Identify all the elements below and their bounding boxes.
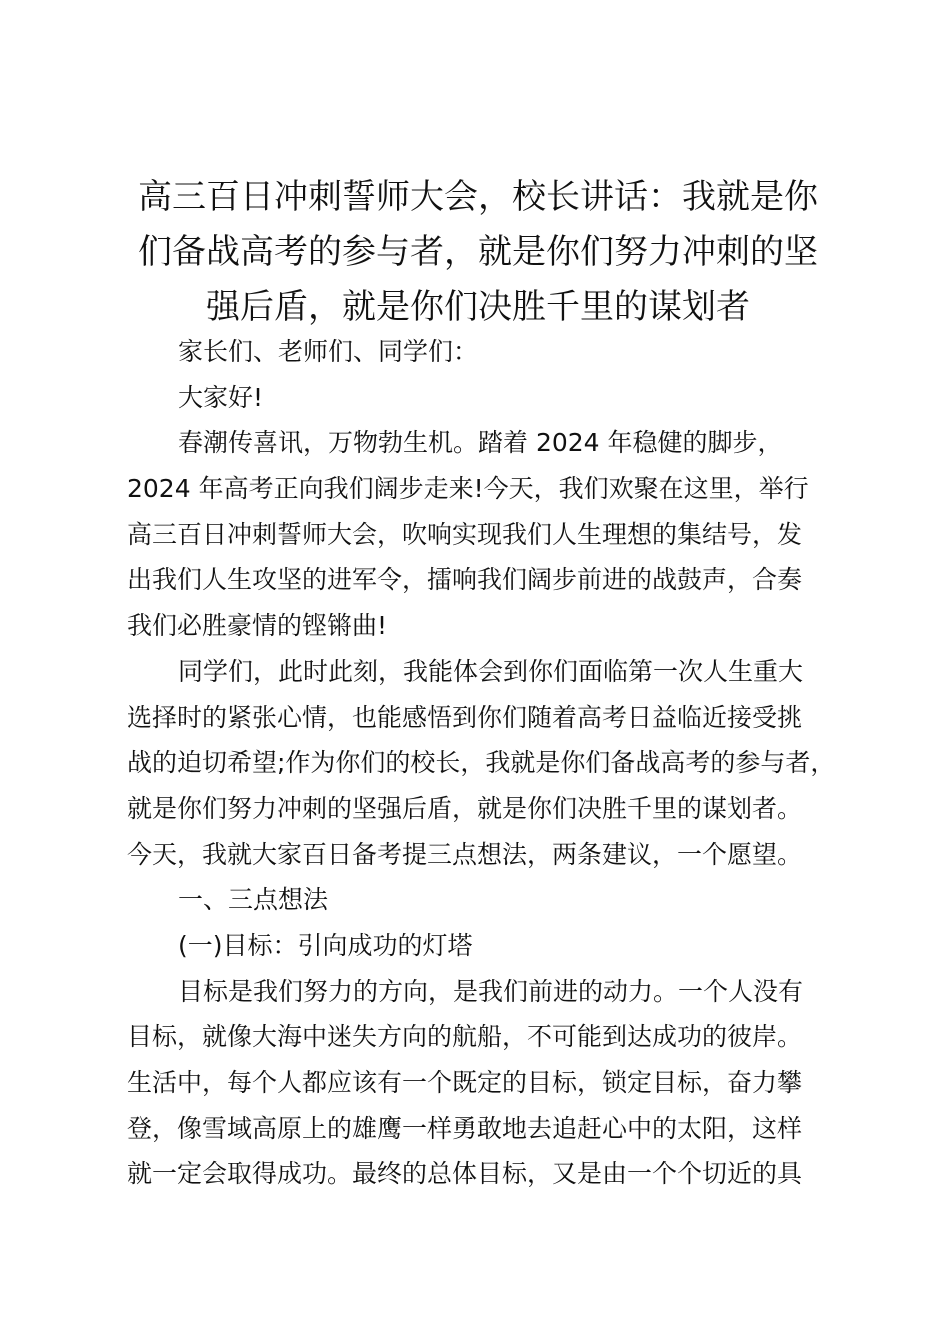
body-line: 2024 年高考正向我们阔步走来!今天，我们欢聚在这里，举行 bbox=[127, 474, 809, 504]
body-line: 家长们、老师们、同学们： bbox=[178, 337, 479, 366]
body-line: 今天，我就大家百日备考提三点想法，两条建议，一个愿望。 bbox=[127, 839, 803, 869]
body-line: (一)目标：引向成功的灯塔 bbox=[178, 930, 473, 960]
body-line: 同学们，此时此刻，我能体会到你们面临第一次人生重大 bbox=[178, 656, 804, 686]
body-line: 战的迫切希望;作为你们的校长，我就是你们备战高考的参与者， bbox=[127, 748, 836, 778]
body-line: 就是你们努力冲刺的坚强后盾，就是你们决胜千里的谋划者。 bbox=[127, 793, 803, 823]
body-line: 春潮传喜讯，万物勃生机。踏着 2024 年稳健的脚步， bbox=[178, 428, 783, 458]
body-line: 目标，就像大海中迷失方向的航船，不可能到达成功的彼岸。 bbox=[127, 1022, 803, 1052]
body-line: 高三百日冲刺誓师大会，吹响实现我们人生理想的集结号，发 bbox=[127, 519, 803, 549]
body-line: 选择时的紧张心情，也能感悟到你们随着高考日益临近接受挑 bbox=[127, 702, 803, 732]
body-line: 我们必胜豪情的铿锵曲! bbox=[127, 611, 388, 641]
body-line: 出我们人生攻坚的进军令，擂响我们阔步前进的战鼓声，合奏 bbox=[127, 565, 803, 595]
body-line: 目标是我们努力的方向，是我们前进的动力。一个人没有 bbox=[178, 976, 804, 1006]
body-line: 登，像雪域高原上的雄鹰一样勇敢地去追赶心中的太阳，这样 bbox=[127, 1113, 803, 1143]
document-body bbox=[127, 329, 867, 1197]
title-line: 高三百日冲刺誓师大会，校长讲话：我就是你 bbox=[138, 177, 818, 217]
document-title bbox=[118, 170, 838, 335]
body-line: 一、三点想法 bbox=[178, 885, 329, 915]
title-line: 们备战高考的参与者，就是你们努力冲刺的坚 bbox=[138, 232, 818, 272]
body-line: 大家好! bbox=[178, 382, 264, 412]
body-line: 就一定会取得成功。最终的总体目标，又是由一个个切近的具 bbox=[127, 1159, 803, 1189]
body-line: 生活中，每个人都应该有一个既定的目标，锁定目标，奋力攀 bbox=[127, 1068, 803, 1097]
title-line: 强后盾，就是你们决胜千里的谋划者 bbox=[206, 287, 750, 327]
